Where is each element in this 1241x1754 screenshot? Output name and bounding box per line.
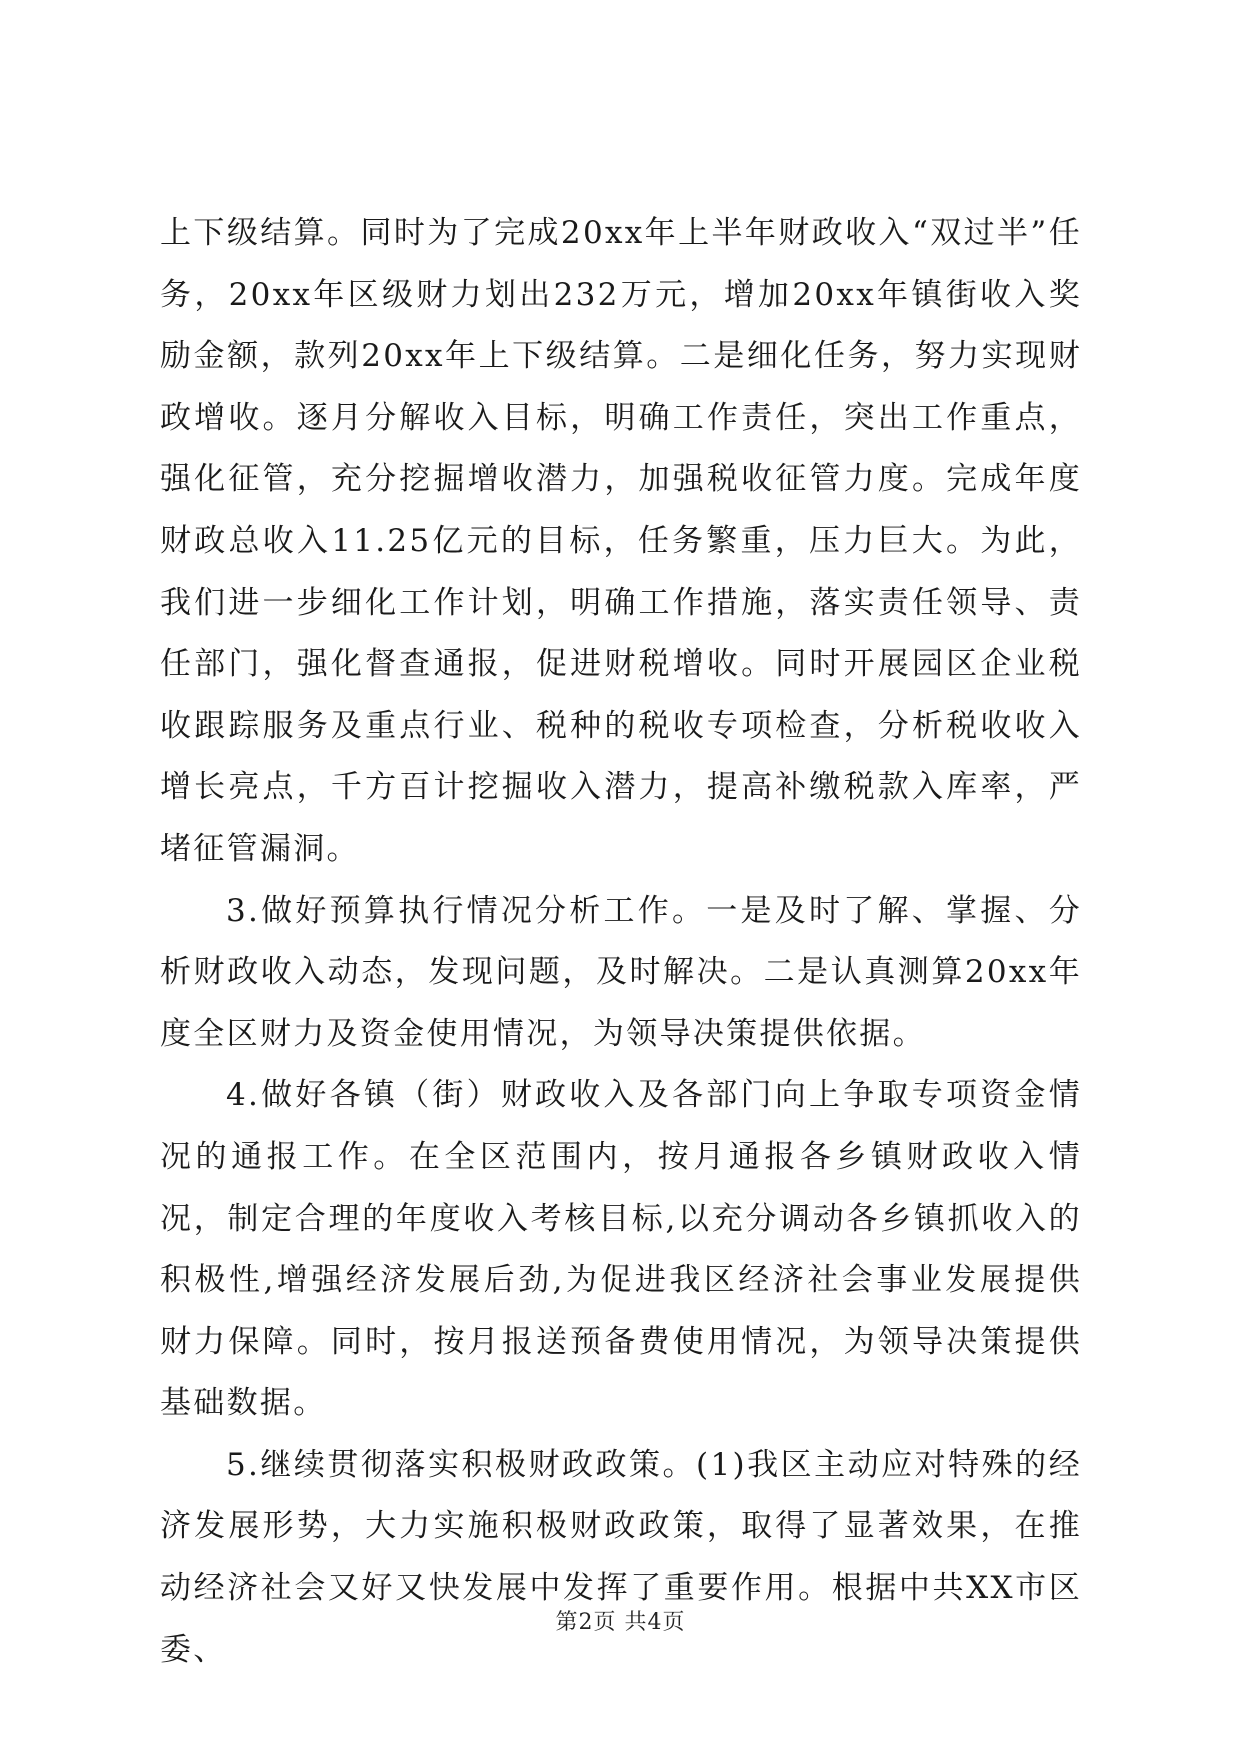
paragraph-continued: 上下级结算。同时为了完成20xx年上半年财政收入“双过半”任务，20xx年区级财力划出232万元，增加20xx年镇街收入奖励金额，款列20xx年上下级结算。二是细化任务，努力实现财政增收。逐月分解收入目标，明确工作责任，突出工作重点，强化征管，充分挖掘增收潜力，加强税收征管力度。完成年度财政总收入11.25亿元的目标，任务繁重，压力巨大。为此，我们进一步细化工作计划，明确工作措施，落实责任领导、责任部门，强化督查通报，促进财税增收。同时开展园区企业税收跟踪服务及重点行业、税种的税收专项检查，分析税收收入增长亮点，千方百计挖掘收入潜力，提高补缴税款入库率，严堵征管漏洞。	[160, 215, 1082, 867]
page-number-footer: 第2页 共4页	[555, 1610, 686, 1635]
paragraph-item-3: 3.做好预算执行情况分析工作。一是及时了解、掌握、分析财政收入动态，发现问题，及时解决。二是认真测算20xx年度全区财力及资金使用情况，为领导决策提供依据。	[160, 892, 1082, 1052]
paragraph-item-5: 5.继续贯彻落实积极财政政策。(1)我区主动应对特殊的经济发展形势，大力实施积极财政政策，取得了显著效果，在推动经济社会又好又快发展中发挥了重要作用。根据中共XX市区委、	[160, 1446, 1082, 1668]
paragraph-item-4: 4.做好各镇（街）财政收入及各部门向上争取专项资金情况的通报工作。在全区范围内，按月通报各乡镇财政收入情况，制定合理的年度收入考核目标,以充分调动各乡镇抓收入的积极性,增强经济发展后劲,为促进我区经济社会事业发展提供财力保障。同时，按月报送预备费使用情况，为领导决策提供基础数据。	[160, 1077, 1082, 1422]
document-body	[160, 203, 1082, 1681]
